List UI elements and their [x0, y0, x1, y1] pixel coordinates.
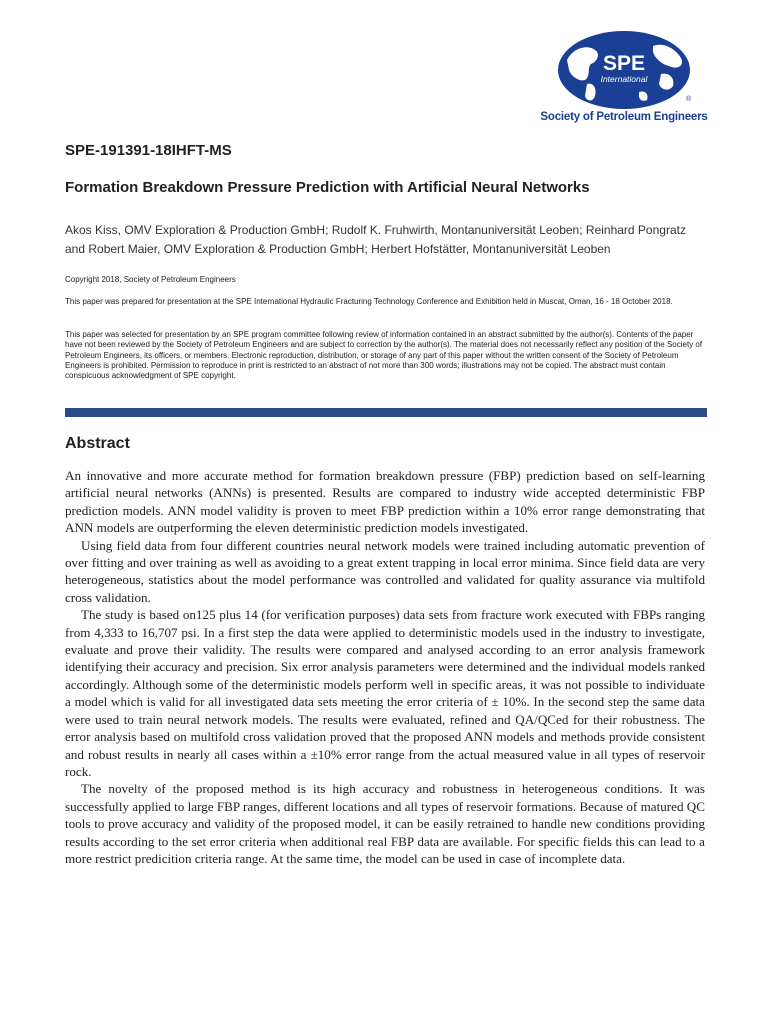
registered-mark: ® — [686, 96, 692, 103]
abstract-body — [65, 467, 705, 867]
spe-logo — [538, 30, 710, 125]
logo-caption: Society of Petroleum Engineers — [540, 111, 708, 123]
paper-id: SPE-191391-18IHFT-MS — [65, 142, 232, 159]
selection-notice: This paper was selected for presentation by an SPE program committee following review of information contained in an abstract submitted by the author(s). Contents of the paper have not been reviewed by the Society of Petroleum Engineers and are subject to correction by the author(s). The material does not necessarily reflect any position of the Society of Petroleum Engineers, its officers, or members. Electronic reproduction, distribution, or storage of any part of this paper without the written consent of the Society of Petroleum Engineers is prohibited. Permission to reproduce in print is restricted to an abstract of not more than 300 words; illustrations may not be copied. The abstract must contain conspicuous acknowledgment of SPE copyright. — [65, 330, 703, 381]
globe-icon — [557, 30, 691, 110]
copyright-notice: Copyright 2018, Society of Petroleum Engineers — [65, 275, 236, 284]
globe-subtext: International — [600, 74, 648, 84]
abstract-heading: Abstract — [65, 435, 130, 452]
globe-text: SPE — [602, 52, 646, 75]
prepared-notice: This paper was prepared for presentation at the SPE International Hydraulic Fracturing Technology Conference and Exhibition held in Muscat, Oman, 16 - 18 October 2018. — [65, 297, 673, 306]
authors: Akos Kiss, OMV Exploration & Production GmbH; Rudolf K. Fruhwirth, Montanuniversität Leoben; Reinhard Pongratz and Robert Maier, OMV Exploration & Production GmbH; Herbert Hofstätter, Montanuniversität Leoben — [65, 223, 686, 256]
section-divider — [65, 408, 707, 417]
abstract-paragraph: Using field data from four different countries neural network models were trained including automatic prevention of over fitting and over training as well as avoiding to a great extent trapping in local error minima. Since field data are very heterogeneous, statistics about the model performance was controlled and validated for quality assurance via multifold cross validation. — [65, 537, 705, 605]
paper-title: Formation Breakdown Pressure Prediction with Artificial Neural Networks — [65, 179, 590, 196]
abstract-paragraph: The study is based on125 plus 14 (for verification purposes) data sets from fracture work executed with FBPs ranging from 4,333 to 16,707 psi. In a first step the data were applied to deterministic models used in the industry to investigate, evaluate and prove their validity. The results were compared and analysed according to an error analysis framework identifying their accuracy and precision. Six error analysis parameters were determined and the individual models ranked accordingly. Although some of the deterministic models perform well in specific areas, it was not possible to individuate a model which is valid for all investigated data sets meeting the error criteria of ± 10%. In the second step the same data were used to train neural network models. The results were evaluated, refined and QA/QCed for their robustness. The error analysis based on multifold cross validation proved that the proposed ANN models and methods provide consistent and robust results in nearly all cases within a ±10% error range from the actual measured value in all types of reservoir rock. — [65, 607, 705, 779]
abstract-paragraph: An innovative and more accurate method for formation breakdown pressure (FBP) prediction based on self-learning artificial neural networks (ANNs) is presented. Results are compared to industry wide accepted deterministic FBP prediction models. ANN model validity is proven to meet FBP prediction within a 10% error range demonstrating that ANN models are outperforming the eleven deterministic prediction models investigated. — [65, 468, 705, 536]
abstract-paragraph: The novelty of the proposed method is its high accuracy and robustness in heterogeneous conditions. It was successfully applied to large FBP ranges, different locations and all types of reservoir formations. Because of matured QC tools to prove accuracy and validity of the proposed model, it can be easily retrained to handle new conditions providing results according to the set error criteria when additional real FBP data are available. For specific fields this can lead to a more restrict predicition criteria range. At the same time, the model can be used in case of incomplete data. — [65, 781, 705, 866]
